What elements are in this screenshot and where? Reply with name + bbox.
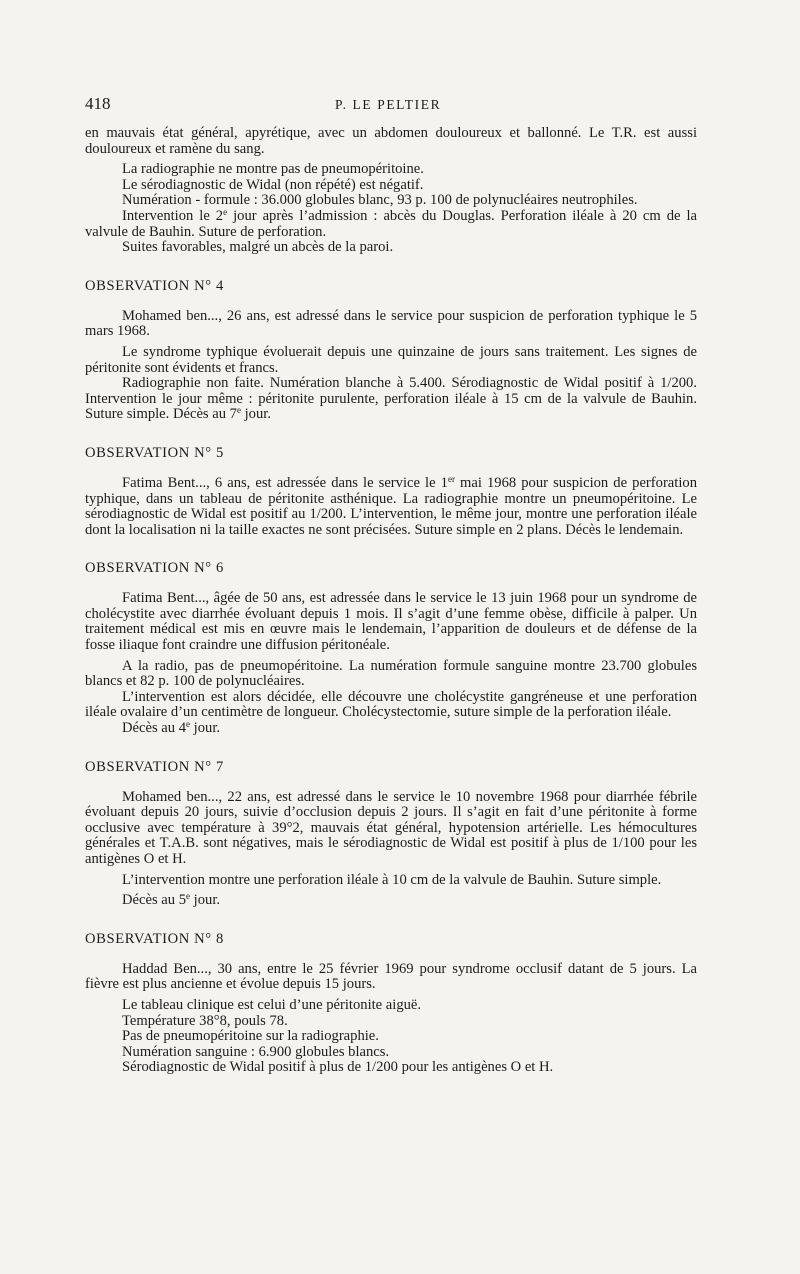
- intro-paragraph-1: en mauvais état général, apyrétique, avec un abdomen douloureux et ballonné. Le T.R. est aussi douloureux et ramène du sang.: [85, 125, 697, 157]
- document-page: [85, 94, 697, 1076]
- obs7-paragraph-1: Mohamed ben..., 22 ans, est adressé dans le service le 10 novembre 1968 pour diarrhée fébrile évoluant depuis 20 jours, suivie d’occlusion depuis 2 jours. Il s’agit en fait d’une péritonite à forme occlusive avec température à 39°2, mauvais état général, hypotension artérielle. Les hémocultures générales et T.A.B. sont négatives, mais le sérodiagnostic de Widal est positif à plus de 1/100 pour les antigènes O et H.: [85, 788, 697, 867]
- obs7-paragraph-2: L’intervention montre une perforation iléale à 10 cm de la valvule de Bauhin. Suture simple.: [122, 871, 662, 888]
- obs6-paragraph-1: Fatima Bent..., âgée de 50 ans, est adressée dans le service le 13 juin 1968 pour un syndrome de cholécystite avec diarrhée évoluant depuis 1 mois. Il s’agit d’une femme obèse, difficile à palper. Un traitement médical est mis en œuvre mais le lendemain, l’apparition de douleurs et de défense de la fosse iliaque font craindre une diffusion péritonéale.: [85, 590, 697, 654]
- obs6-paragraph-2: A la radio, pas de pneumopéritoine. La numération formule sanguine montre 23.700 globules blancs et 82 p. 100 de polynucléaires.: [85, 657, 697, 690]
- obs8-paragraph-2: Le tableau clinique est celui d’une péritonite aiguë.: [122, 996, 422, 1013]
- intro-paragraph-5: Intervention le 2e jour après l’admission : abcès du Douglas. Perforation iléale à 20 cm de la valvule de Bauhin. Suture de perforation.: [85, 206, 697, 240]
- obs6-paragraph-3: L’intervention est alors décidée, elle découvre une cholécystite gangréneuse et une perforation iléale ovalaire d’un centimètre de longueur. Cholécystectomie, suture simple de la perforation iléale.: [85, 688, 697, 721]
- page-number: 418: [85, 94, 111, 113]
- intro-paragraph-4: Numération - formule : 36.000 globules blanc, 93 p. 100 de polynucléaires neutrophiles.: [122, 192, 638, 209]
- obs4-paragraph-2: Le syndrome typhique évoluerait depuis une quinzaine de jours sans traitement. Les signes de péritonite sont évidents et francs.: [85, 343, 697, 376]
- obs7-paragraph-3: Décès au 5e jour.: [122, 891, 221, 909]
- obs6-paragraph-4: Décès au 4e jour.: [122, 719, 221, 737]
- observation-7-heading: OBSERVATION N° 7: [85, 758, 224, 775]
- intro-paragraph-2: La radiographie ne montre pas de pneumopéritoine.: [122, 161, 424, 178]
- obs8-paragraph-6: Sérodiagnostic de Widal positif à plus de 1/200 pour les antigènes O et H.: [122, 1059, 554, 1076]
- obs4-paragraph-3: Radiographie non faite. Numération blanche à 5.400. Sérodiagnostic de Widal positif à 1/200. Intervention le jour même : péritonite purulente, perforation iléale à 15 cm de la valvule de Bauhin. Suture simple. Décès au 7e jour.: [85, 375, 697, 423]
- obs8-paragraph-5: Numération sanguine : 6.900 globules blancs.: [122, 1043, 390, 1060]
- intro-paragraph-3: Le sérodiagnostic de Widal (non répété) est négatif.: [122, 176, 424, 193]
- intro-paragraph-6: Suites favorables, malgré un abcès de la paroi.: [122, 239, 394, 256]
- observation-8-heading: OBSERVATION N° 8: [85, 930, 224, 947]
- page-header: [85, 94, 697, 116]
- obs8-paragraph-1: Haddad Ben..., 30 ans, entre le 25 février 1969 pour syndrome occlusif datant de 5 jours. La fièvre est plus ancienne et évolue depuis 15 jours.: [85, 960, 697, 993]
- obs5-paragraph-1: Fatima Bent..., 6 ans, est adressée dans le service le 1er mai 1968 pour suspicion de perforation typhique, dans un tableau de péritonite asthénique. La radiographie montre un pneumopéritoine. Le sérodiagnostic de Widal est positif au 1/200. L’intervention, le même jour, montre une perforation iléale dont la localisation ni la taille exactes ne sont précisées. Suture simple en 2 plans. Décès le lendemain.: [85, 473, 697, 538]
- observation-5-heading: OBSERVATION N° 5: [85, 444, 224, 461]
- observation-6-heading: OBSERVATION N° 6: [85, 560, 224, 577]
- obs8-paragraph-4: Pas de pneumopéritoine sur la radiographie.: [122, 1028, 379, 1045]
- obs4-paragraph-1: Mohamed ben..., 26 ans, est adressé dans le service pour suspicion de perforation typhique le 5 mars 1968.: [85, 307, 697, 340]
- observation-4-heading: OBSERVATION N° 4: [85, 277, 224, 294]
- running-title: P. LE PELTIER: [335, 97, 442, 112]
- obs8-paragraph-3: Température 38°8, pouls 78.: [122, 1012, 288, 1029]
